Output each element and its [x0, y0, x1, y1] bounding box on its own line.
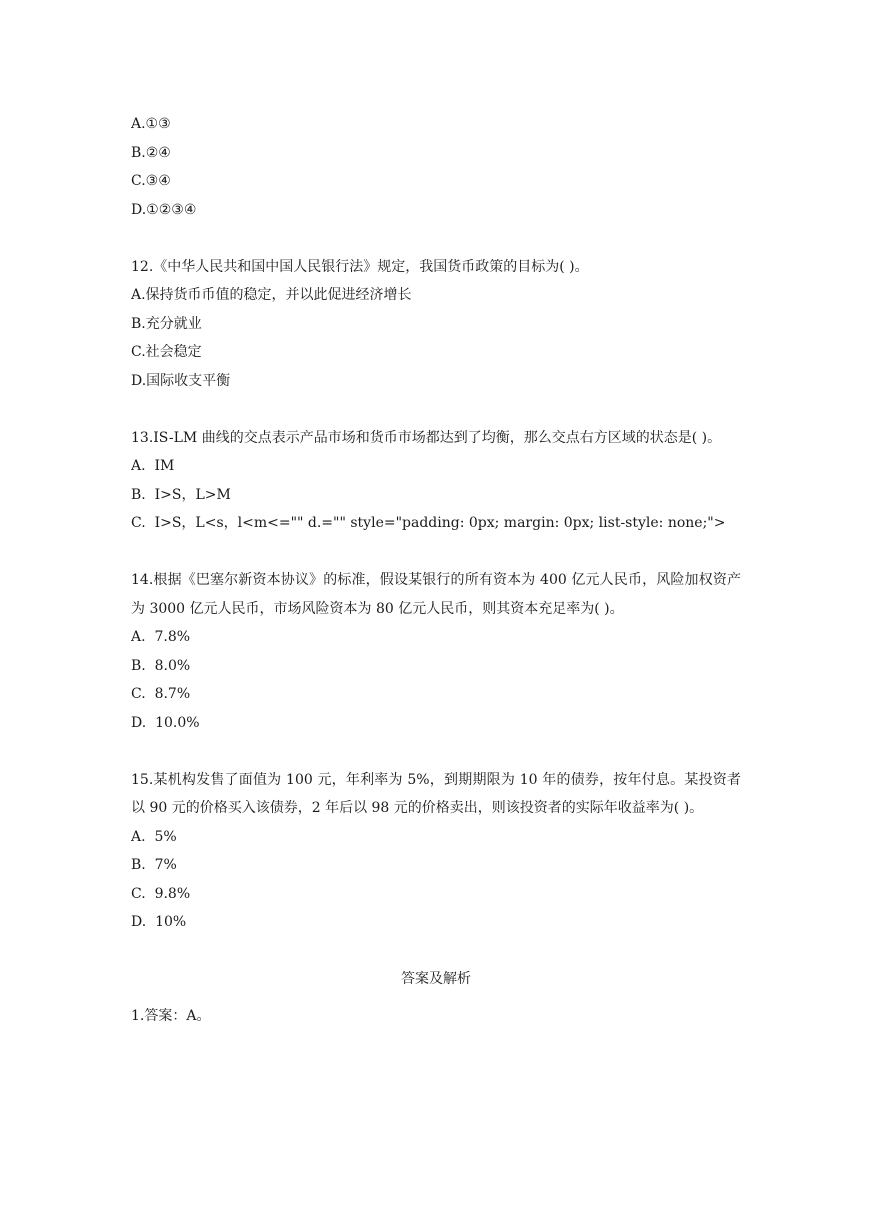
option-d: D. 10%	[131, 914, 187, 930]
question-stem: 13.IS-LM 曲线的交点表示产品市场和货币市场都达到了均衡，那么交点右方区域的状态是( )。	[131, 429, 722, 446]
spacer	[131, 737, 741, 766]
option-b: B. 7%	[131, 857, 177, 873]
option-a: A. 5%	[131, 828, 177, 845]
answer-section-heading: 答案及解析	[401, 971, 471, 987]
option-d: D.国际收支平衡	[131, 372, 231, 389]
option-c: C.③④	[131, 173, 171, 189]
option-b: B.充分就业	[131, 315, 202, 332]
option-a: A. 7.8%	[131, 629, 191, 645]
question-15	[131, 766, 741, 937]
spacer	[131, 224, 741, 253]
option-b: B. 8.0%	[131, 657, 191, 674]
option-c: C. 8.7%	[131, 686, 191, 702]
prev-question-options	[131, 110, 741, 224]
spacer	[131, 937, 741, 966]
question-stem: 12.《中华人民共和国中国人民银行法》规定，我国货币政策的目标为( )。	[131, 258, 589, 275]
option-a: A.保持货币币值的稳定，并以此促进经济增长	[131, 287, 412, 303]
question-stem: 14.根据《巴塞尔新资本协议》的标准，假设某银行的所有资本为 400 亿元人民币，风险加权资产为 3000 亿元人民币，市场风险资本为 80 亿元人民币，则其资本充足率为( )。	[131, 572, 741, 617]
question-13	[131, 424, 741, 538]
question-14	[131, 566, 741, 737]
option-d: D. 10.0%	[131, 714, 200, 731]
spacer	[131, 395, 741, 424]
option-c: C. 9.8%	[131, 885, 191, 902]
spacer	[131, 538, 741, 567]
option-b: B. I>S，L>M	[131, 486, 231, 503]
option-d: D.①②③④	[131, 201, 197, 218]
question-stem: 15.某机构发售了面值为 100 元，年利率为 5%，到期期限为 10 年的债券，按年付息。某投资者以 90 元的价格买入该债券，2 年后以 98 元的价格卖出，则该投资者的实际年收益率为( )。	[131, 771, 741, 816]
option-c: C.社会稳定	[131, 344, 202, 360]
option-a: A. IM	[131, 458, 175, 474]
document-content	[131, 110, 741, 1030]
option-b: B.②④	[131, 144, 171, 161]
answer-1: 1.答案：A。	[131, 1007, 211, 1024]
option-c: C. I>S，L<s，l<m<="" d.="" style="padding: 0px; margin: 0px; list-style: none;">	[131, 515, 726, 531]
spacer	[131, 994, 741, 1002]
question-12	[131, 253, 741, 396]
option-a: A.①③	[131, 116, 171, 132]
